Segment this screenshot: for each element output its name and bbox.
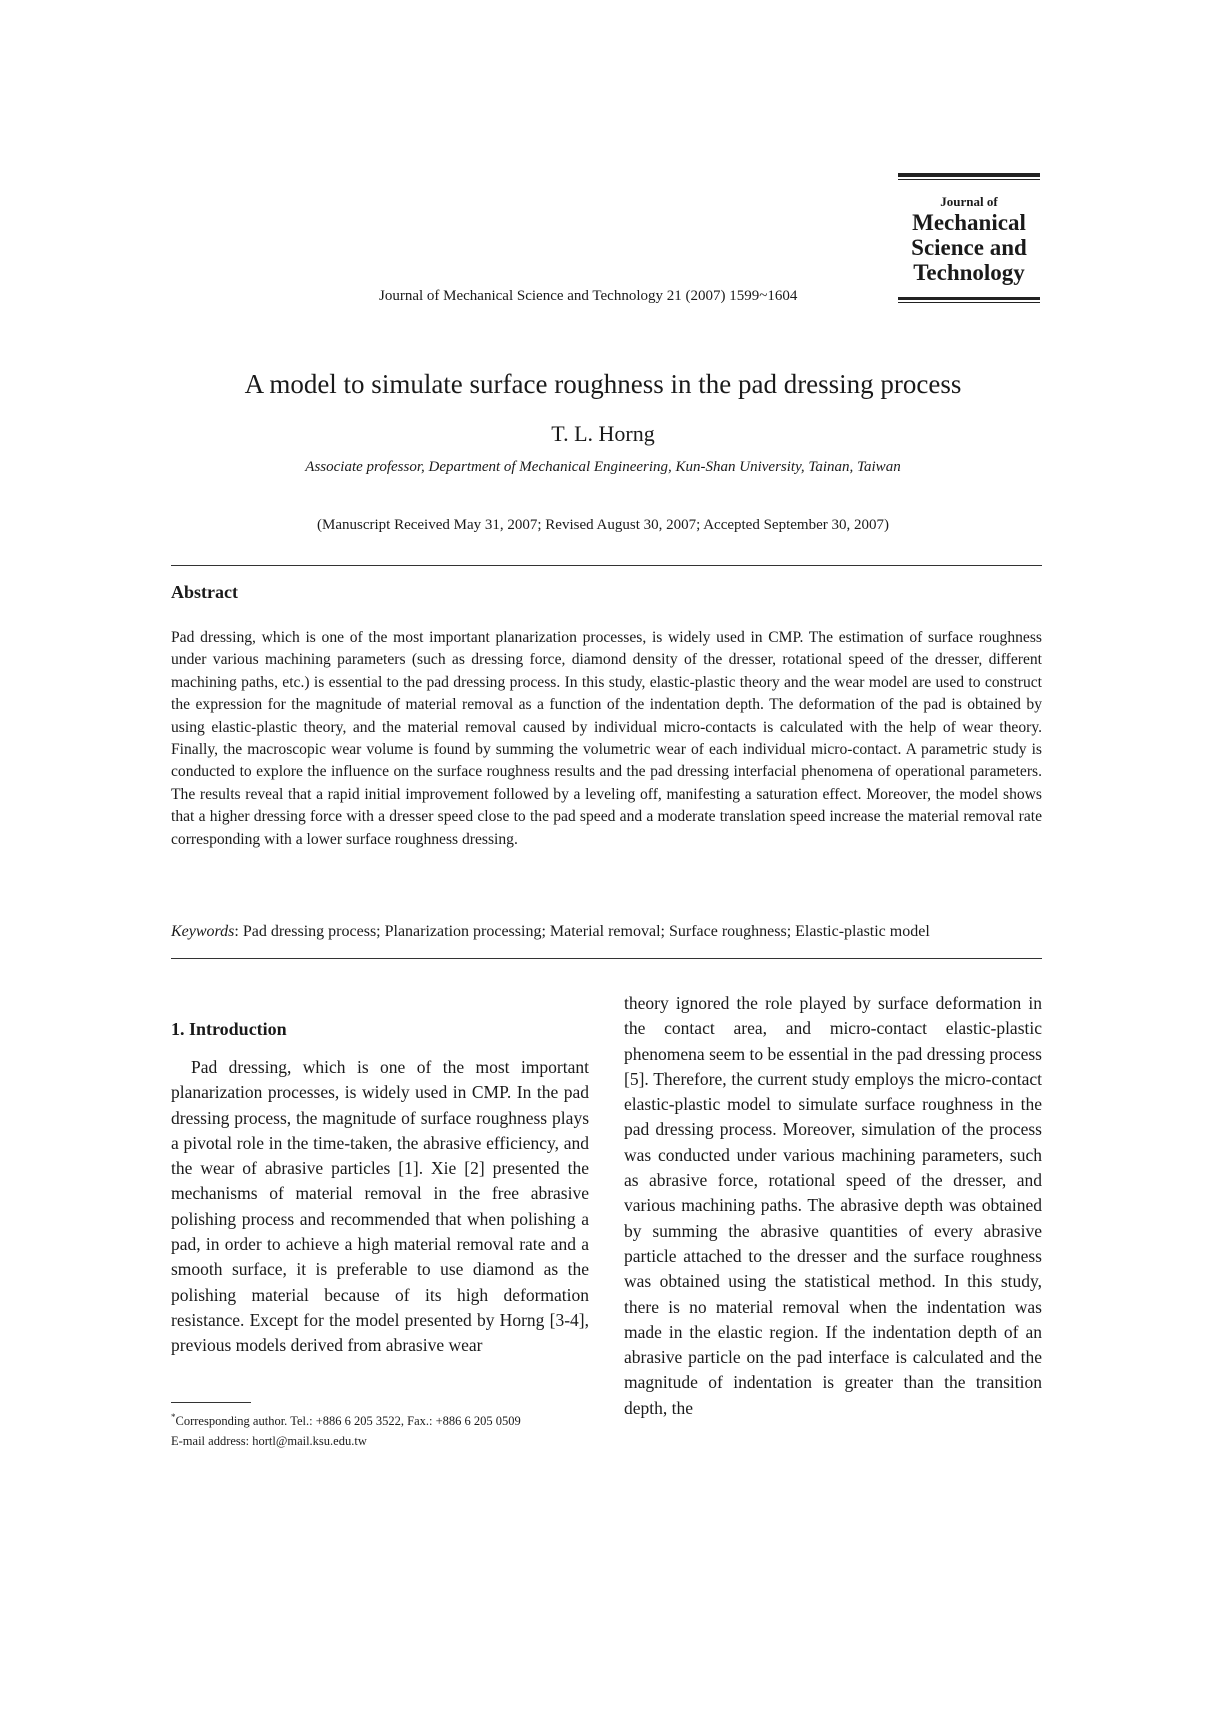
footnote-mark: * bbox=[171, 1412, 176, 1422]
journal-logo bbox=[898, 173, 1040, 303]
logo-rule bbox=[898, 179, 1040, 180]
footnote bbox=[171, 1407, 521, 1451]
footnote-line-1 bbox=[171, 1407, 521, 1431]
logo-journal-of: Journal of bbox=[940, 194, 998, 209]
footnote-rule bbox=[171, 1402, 251, 1403]
logo-line-3: Technology bbox=[913, 260, 1025, 285]
keywords-label: Keywords bbox=[171, 923, 235, 940]
divider bbox=[171, 565, 1042, 566]
footnote-contact: Corresponding author. Tel.: +886 6 205 3522, Fax.: +886 6 205 0509 bbox=[175, 1414, 521, 1429]
body-paragraph: theory ignored the role played by surface deformation in the contact area, and micro-contact elastic-plastic phenomena seem to be essential in the pad dressing process [5]. Therefore, the current study employs the micro-contact elastic-plastic model to simulate surface roughness in the pad dressing process. Moreover, simulation of the process was conducted under various machining parameters, such as abrasive force, rotational speed of the dresser, and various machining paths. The abrasive depth was obtained by summing the abrasive quantities of every abrasive particle attached to the dresser and the surface roughness was obtained using the statistical method. In this study, there is no material removal when the indentation was made in the elastic region. If the indentation depth of an abrasive particle on the pad interface is calculated and the magnitude of indentation is greater than the transition depth, the bbox=[624, 993, 1042, 1418]
right-column bbox=[624, 991, 1042, 1421]
logo-rule bbox=[898, 302, 1040, 303]
manuscript-dates: (Manuscript Received May 31, 2007; Revised August 30, 2007; Accepted September 30, 2007) bbox=[317, 517, 889, 533]
logo-rule bbox=[898, 297, 1040, 300]
journal-citation: Journal of Mechanical Science and Technology 21 (2007) 1599~1604 bbox=[379, 288, 798, 304]
body-paragraph: Pad dressing, which is one of the most important planarization processes, is widely used in CMP. In the pad dressing process, the magnitude of surface roughness plays a pivotal role in the time-taken, the abrasive efficiency, and the wear of abrasive particles [1]. Xie [2] presented the mechanisms of material removal in the free abrasive polishing process and recommended that when polishing a pad, in order to achieve a high material removal rate and a smooth surface, it is preferable to use diamond as the polishing material because of its high deformation resistance. Except for the model presented by Horng [3-4], previous models derived from abrasive wear bbox=[171, 1057, 589, 1356]
author-name: T. L. Horng bbox=[551, 421, 655, 446]
logo-line-1: Mechanical bbox=[912, 210, 1026, 235]
keywords bbox=[171, 923, 930, 941]
paper-title: A model to simulate surface roughness in the pad dressing process bbox=[244, 369, 962, 399]
logo-rule bbox=[898, 173, 1040, 177]
divider bbox=[171, 958, 1042, 959]
left-column bbox=[171, 1055, 589, 1359]
section-heading: 1. Introduction bbox=[171, 1019, 287, 1039]
abstract-heading: Abstract bbox=[171, 582, 238, 602]
footnote-line-2: E-mail address: hortl@mail.ksu.edu.tw bbox=[171, 1434, 367, 1449]
keywords-text: : Pad dressing process; Planarization processing; Material removal; Surface roughness; Elastic-plastic model bbox=[234, 923, 930, 940]
author-affiliation: Associate professor, Department of Mechanical Engineering, Kun-Shan University, Tainan, Taiwan bbox=[305, 459, 901, 475]
logo-line-2: Science and bbox=[911, 235, 1027, 260]
abstract-body: Pad dressing, which is one of the most important planarization processes, is widely used in CMP. The estimation of surface roughness under various machining parameters (such as dressing force, diamond density of the dresser, rotational speed of the dresser, different machining paths, etc.) is essential to the pad dressing process. In this study, elastic-plastic theory and the wear model are used to construct the expression for the magnitude of material removal as a function of the indentation depth. The deformation of the pad is obtained by using elastic-plastic theory, and the material removal caused by individual micro-contacts is calculated with the help of wear theory. Finally, the macroscopic wear volume is found by summing the volumetric wear of each individual micro-contact. A parametric study is conducted to explore the influence on the surface roughness results and the pad dressing interfacial phenomena of operational parameters. The results reveal that a rapid initial improvement followed by a leveling off, manifesting a saturation effect. Moreover, the model shows that a higher dressing force with a dresser speed close to the pad speed and a moderate translation speed increase the material removal rate corresponding with a lower surface roughness dressing. bbox=[171, 629, 1042, 848]
